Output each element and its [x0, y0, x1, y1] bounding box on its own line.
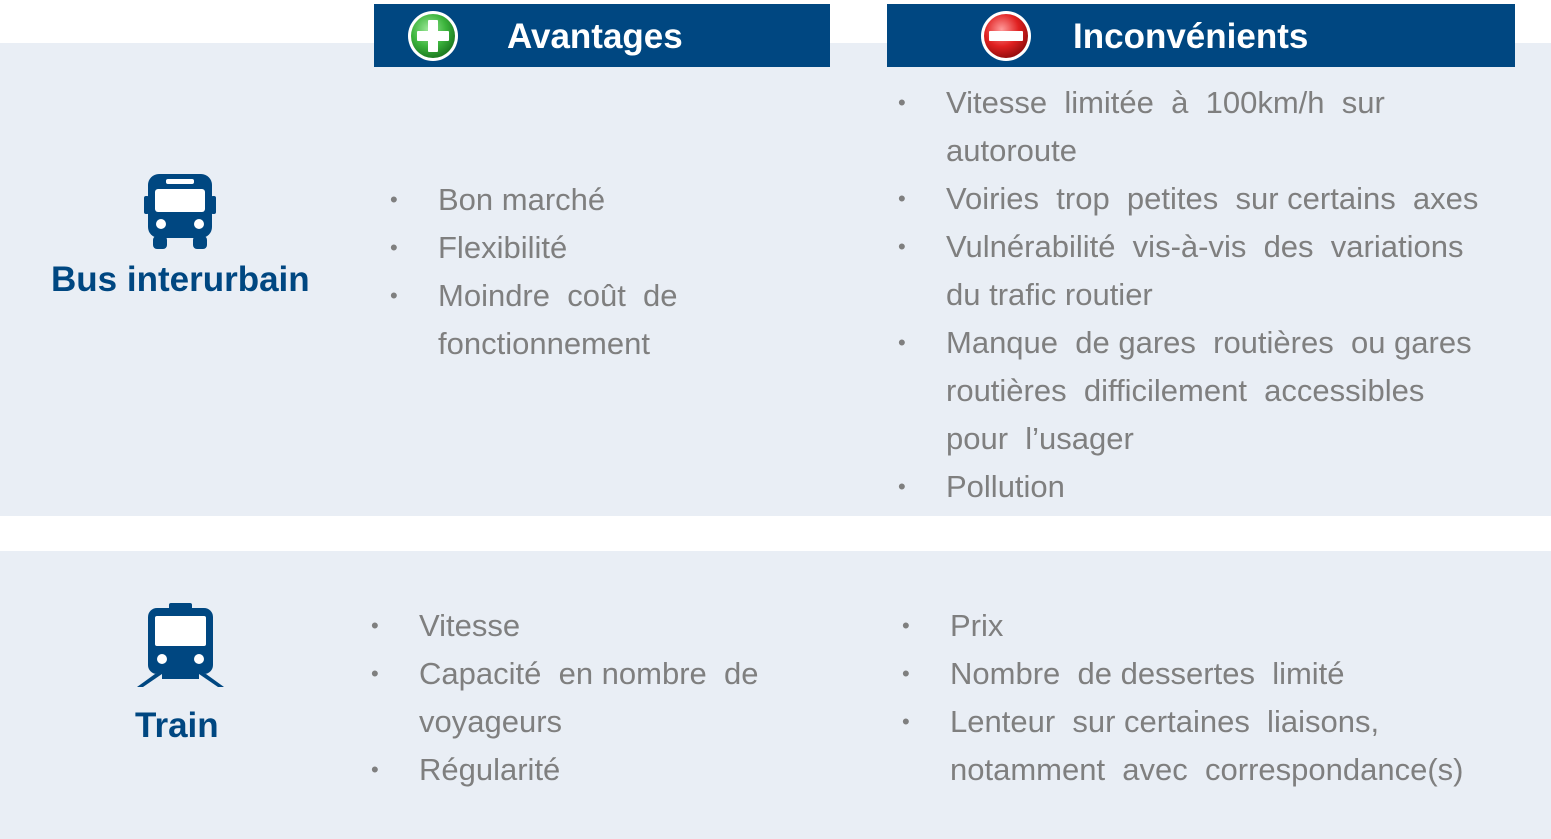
- disadvantages-header: [887, 4, 1515, 67]
- list-item: [902, 602, 1463, 650]
- list-item-line: Régularité: [419, 752, 561, 787]
- list-item: [898, 319, 1478, 463]
- list-item: [371, 602, 759, 650]
- list-item-text: [438, 176, 678, 224]
- train-mode-label: Train: [135, 706, 219, 745]
- list-item-line: Manque de gares routières ou gares: [946, 325, 1472, 360]
- advantages-header-label: Avantages: [507, 17, 683, 56]
- train-icon: [137, 603, 224, 687]
- disadvantages-header-label: Inconvénients: [1073, 17, 1309, 56]
- list-item-text: [419, 746, 759, 794]
- list-item-line: Capacité en nombre de: [419, 656, 759, 691]
- bullet-marker: •: [390, 187, 398, 212]
- list-item: [371, 650, 759, 746]
- list-item-text: [946, 463, 1478, 511]
- bullet-marker: •: [390, 283, 398, 308]
- bullet-marker: •: [898, 186, 906, 211]
- list-item-line: routières difficilement accessibles: [946, 373, 1425, 408]
- list-item-line: Bon marché: [438, 182, 606, 217]
- train-advantages-list: [371, 602, 759, 794]
- list-item-text: [419, 650, 759, 746]
- list-item-line: notamment avec correspondance(s): [950, 752, 1464, 787]
- list-item-line: voyageurs: [419, 704, 563, 739]
- bus-disadvantages-list: [898, 79, 1478, 511]
- list-item-line: Voiries trop petites sur certains axes: [946, 181, 1479, 216]
- bullet-marker: •: [898, 90, 906, 115]
- list-item-line: Vitesse limitée à 100km/h sur: [946, 85, 1385, 120]
- bus-icon: [144, 174, 216, 250]
- bullet-marker: •: [902, 661, 910, 686]
- list-item-text: [950, 650, 1463, 698]
- bullet-marker: •: [902, 709, 910, 734]
- list-item-text: [950, 602, 1463, 650]
- list-item-line: Flexibilité: [438, 230, 568, 265]
- list-item: [898, 463, 1478, 511]
- list-item-line: fonctionnement: [438, 326, 650, 361]
- bullet-marker: •: [390, 235, 398, 260]
- list-item: [390, 176, 678, 224]
- list-item-line: Vitesse: [419, 608, 521, 643]
- list-item: [902, 698, 1463, 794]
- plus-circle-icon: [407, 10, 459, 62]
- list-item-text: [950, 698, 1463, 794]
- bullet-marker: •: [898, 234, 906, 259]
- list-item-line: Nombre de dessertes limité: [950, 656, 1345, 691]
- bullet-marker: •: [371, 661, 379, 686]
- list-item-text: [438, 224, 678, 272]
- advantages-header: [374, 4, 830, 67]
- list-item-text: [946, 223, 1478, 319]
- list-item-text: [946, 319, 1478, 463]
- bullet-marker: •: [898, 330, 906, 355]
- bus-mode-label: Bus interurbain: [51, 260, 310, 299]
- minus-circle-icon: [980, 10, 1032, 62]
- list-item-text: [419, 602, 759, 650]
- bullet-marker: •: [902, 613, 910, 638]
- bullet-marker: •: [371, 757, 379, 782]
- list-item: [390, 224, 678, 272]
- bullet-marker: •: [371, 613, 379, 638]
- list-item-line: Vulnérabilité vis-à-vis des variations: [946, 229, 1464, 264]
- list-item-line: Moindre coût de: [438, 278, 678, 313]
- train-disadvantages-list: [902, 602, 1463, 794]
- list-item-text: [946, 175, 1478, 223]
- list-item: [390, 272, 678, 368]
- list-item-text: [438, 272, 678, 368]
- list-item-line: pour l’usager: [946, 421, 1134, 456]
- list-item: [898, 175, 1478, 223]
- list-item-line: Pollution: [946, 469, 1065, 504]
- list-item: [902, 650, 1463, 698]
- bus-advantages-list: [390, 176, 678, 368]
- list-item-line: Prix: [950, 608, 1004, 643]
- list-item: [898, 79, 1478, 175]
- list-item-line: Lenteur sur certaines liaisons,: [950, 704, 1380, 739]
- list-item: [371, 746, 759, 794]
- list-item-line: autoroute: [946, 133, 1077, 168]
- list-item: [898, 223, 1478, 319]
- bullet-marker: •: [898, 474, 906, 499]
- list-item-line: du trafic routier: [946, 277, 1153, 312]
- list-item-text: [946, 79, 1478, 175]
